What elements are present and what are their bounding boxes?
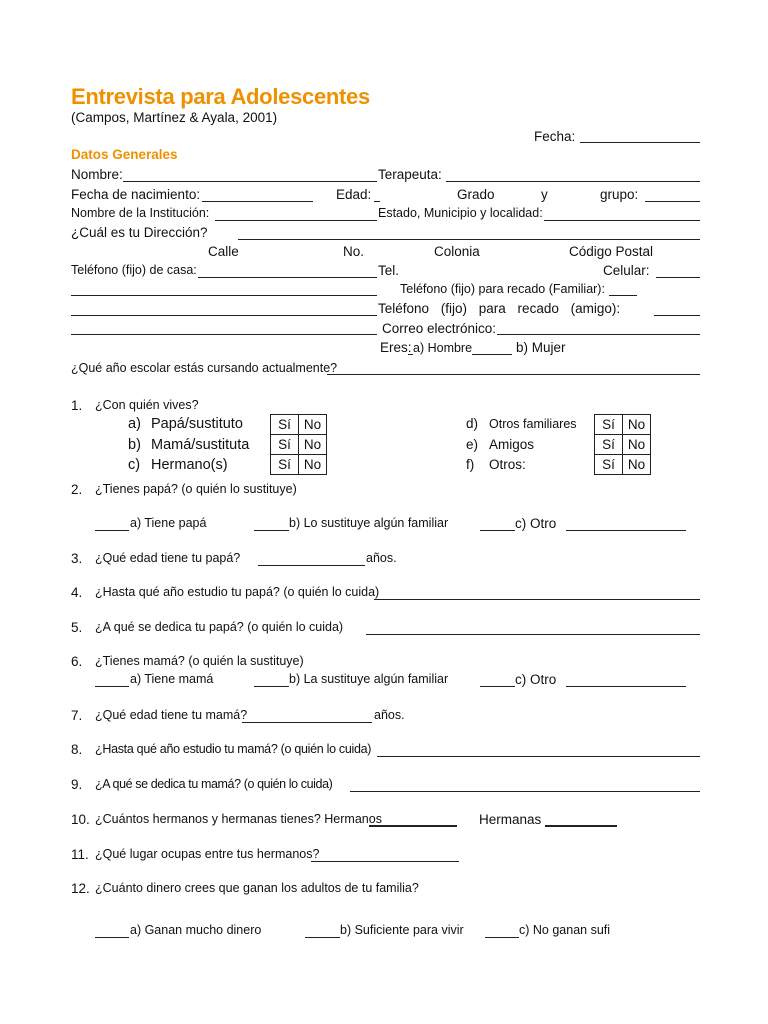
direccion-field[interactable] [238,239,700,240]
yes-box[interactable]: Sí [271,455,299,474]
estado-label: Estado, Municipio y localidad: [378,206,543,220]
yes-box[interactable]: Sí [595,455,623,474]
q8-number: 8. [71,742,83,757]
q7-number: 7. [71,708,83,723]
q2-number: 2. [71,482,83,497]
q10-text: ¿Cuántos hermanos y hermanas tienes? Hermanos [95,812,382,826]
q7-text: ¿Qué edad tiene tu mamá? [95,708,248,722]
q6-otro-field[interactable] [566,686,686,687]
q5-number: 5. [71,620,83,635]
y-label: y [541,187,548,202]
estado-field[interactable] [544,220,700,221]
hermanos-field[interactable] [369,825,457,827]
q1-b-letter: b) [128,437,141,453]
tel-blank-line[interactable] [71,295,377,296]
yes-box[interactable]: Sí [595,435,623,454]
correo-label: Correo electrónico: [382,321,497,336]
numero-label: No. [343,244,365,259]
correo-field[interactable] [497,334,700,335]
direccion-label: ¿Cuál es tu Dirección? [71,225,208,240]
q1-f-checkbox[interactable] [595,455,650,474]
q1-d-checkbox[interactable] [595,415,650,435]
telefono-familiar-label: Teléfono (fijo) para recado (Familiar): [400,282,605,296]
q2-text: ¿Tienes papá? (o quién lo sustituye) [95,482,297,496]
q3-text: ¿Qué edad tiene tu papá? [95,551,241,565]
nombre-field[interactable] [123,181,377,182]
telefono-casa-field[interactable] [198,277,377,278]
q1-a-checkbox[interactable] [271,415,326,435]
fecha-field[interactable] [580,142,700,143]
q12-number: 12. [71,881,90,896]
yes-box[interactable]: Sí [595,415,623,434]
section-title: Datos Generales [71,147,178,162]
q1-b-label: Mamá/sustituta [151,437,250,453]
no-box[interactable]: No [627,457,646,472]
citation: (Campos, Martínez & Ayala, 2001) [71,110,278,125]
q1-d-letter: d) [466,416,479,431]
q1-text: ¿Con quién vives? [95,398,199,412]
telefono-familiar-field[interactable] [609,295,637,296]
hermanas-label: Hermanas [479,812,542,827]
q7-field[interactable] [242,722,372,723]
q9-field[interactable] [350,791,700,792]
q6-b-label: b) La sustituye algún familiar [289,672,449,686]
institucion-label: Nombre de la Institución: [71,206,210,220]
colonia-label: Colonia [434,244,480,259]
q2-b-label: b) Lo sustituye algún familiar [289,516,449,530]
q1-right-checkbox-grid [594,414,651,475]
q10-number: 10. [71,812,90,827]
terapeuta-label: Terapeuta: [378,167,442,182]
telefono-amigo-field[interactable] [654,315,700,316]
tel-label: Tel. [378,263,400,278]
fecha-label: Fecha: [534,129,576,144]
q6-c-field[interactable] [480,686,515,687]
page-title: Entrevista para Adolescentes [71,84,370,109]
terapeuta-field[interactable] [446,181,700,182]
q12-c-field[interactable] [485,937,519,938]
codigo-postal-label: Código Postal [569,244,654,259]
hombre-field[interactable] [472,354,512,355]
eres-label: Eres: [380,340,412,355]
q1-a-label: Papá/sustituto [151,416,243,432]
q2-b-field[interactable] [254,530,289,531]
institucion-field[interactable] [215,220,377,221]
q3-number: 3. [71,551,83,566]
no-box[interactable]: No [303,417,322,432]
q12-text: ¿Cuánto dinero crees que ganan los adultos de tu familia? [95,881,419,895]
q2-otro-field[interactable] [566,530,686,531]
hermanas-field[interactable] [545,825,617,827]
q12-a-field[interactable] [95,937,129,938]
no-box[interactable]: No [627,417,646,432]
q4-number: 4. [71,585,83,600]
q1-a-letter: a) [128,416,141,432]
blank-line[interactable] [71,334,377,335]
no-box[interactable]: No [303,437,322,452]
q1-d-label: Otros familiares [489,417,577,431]
q6-a-label: a) Tiene mamá [130,672,214,686]
q12-b-label: b) Suficiente para vivir [340,923,464,937]
q3-suffix: años. [366,551,397,565]
q12-c-label: c) No ganan sufi [519,923,611,937]
mujer-option: b) Mujer [516,340,566,355]
q1-e-checkbox[interactable] [595,435,650,455]
q1-f-label: Otros: [489,457,526,472]
q6-c-label: c) Otro [515,672,557,687]
fecha-nacimiento-field[interactable] [202,201,313,202]
q11-field[interactable] [311,861,459,862]
q5-text: ¿A qué se dedica tu papá? (o quién lo cuida) [95,620,344,634]
q1-c-label: Hermano(s) [151,457,228,473]
q12-a-label: a) Ganan mucho dinero [130,923,262,937]
edad-field[interactable] [374,201,380,202]
q5-field[interactable] [366,634,700,635]
calle-label: Calle [208,244,239,259]
yes-box[interactable]: Sí [271,435,299,454]
anio-escolar-label: ¿Qué año escolar estás cursando actualmente? [71,361,338,375]
q2-a-field[interactable] [95,530,129,531]
q1-left-checkbox-grid [270,414,327,475]
q4-text: ¿Hasta qué año estudio tu papá? (o quién lo cuida) [95,585,380,599]
no-box[interactable]: No [627,437,646,452]
q1-f-letter: f) [466,457,475,472]
q9-text: ¿A qué se dedica tu mamá? (o quién lo cuida) [95,777,333,791]
q2-a-label: a) Tiene papá [130,516,207,530]
q1-b-checkbox[interactable] [271,435,326,455]
q2-c-field[interactable] [480,530,515,531]
telefono-casa-label: Teléfono (fijo) de casa: [71,263,197,277]
q6-text: ¿Tienes mamá? (o quién la sustituye) [95,654,304,668]
q1-e-letter: e) [466,437,479,452]
q9-number: 9. [71,777,83,792]
nombre-label: Nombre: [71,167,123,182]
q3-field[interactable] [258,565,365,566]
fecha-nacimiento-label: Fecha de nacimiento: [71,187,201,202]
q8-text: ¿Hasta qué año estudio tu mamá? (o quién lo cuida) [95,742,372,756]
q12-b-field[interactable] [305,937,340,938]
anio-escolar-field[interactable] [327,374,700,375]
yes-box[interactable]: Sí [271,415,299,434]
q4-field[interactable] [374,599,700,600]
q6-a-field[interactable] [95,686,129,687]
q2-c-label: c) Otro [515,516,557,531]
q1-e-label: Amigos [489,437,535,452]
q11-number: 11. [71,847,89,862]
edad-label: Edad: [336,187,372,202]
q7-suffix: años. [374,708,405,722]
telefono-amigo-label: Teléfono (fijo) para recado (amigo): [378,301,621,316]
celular-blank-line[interactable] [71,315,377,316]
q6-number: 6. [71,654,83,669]
celular-field[interactable] [656,277,700,278]
celular-label: Celular: [603,263,650,278]
no-box[interactable]: No [303,457,322,472]
q1-c-checkbox[interactable] [271,455,326,474]
grado-label: Grado [457,187,495,202]
q1-number: 1. [71,398,83,413]
grupo-label: grupo: [600,187,639,202]
grupo-field[interactable] [645,201,700,202]
q8-field[interactable] [377,756,700,757]
q1-c-letter: c) [128,457,141,473]
q6-b-field[interactable] [254,686,289,687]
q11-text: ¿Qué lugar ocupas entre tus hermanos? [95,847,320,861]
hombre-option: a) Hombre [413,341,473,355]
